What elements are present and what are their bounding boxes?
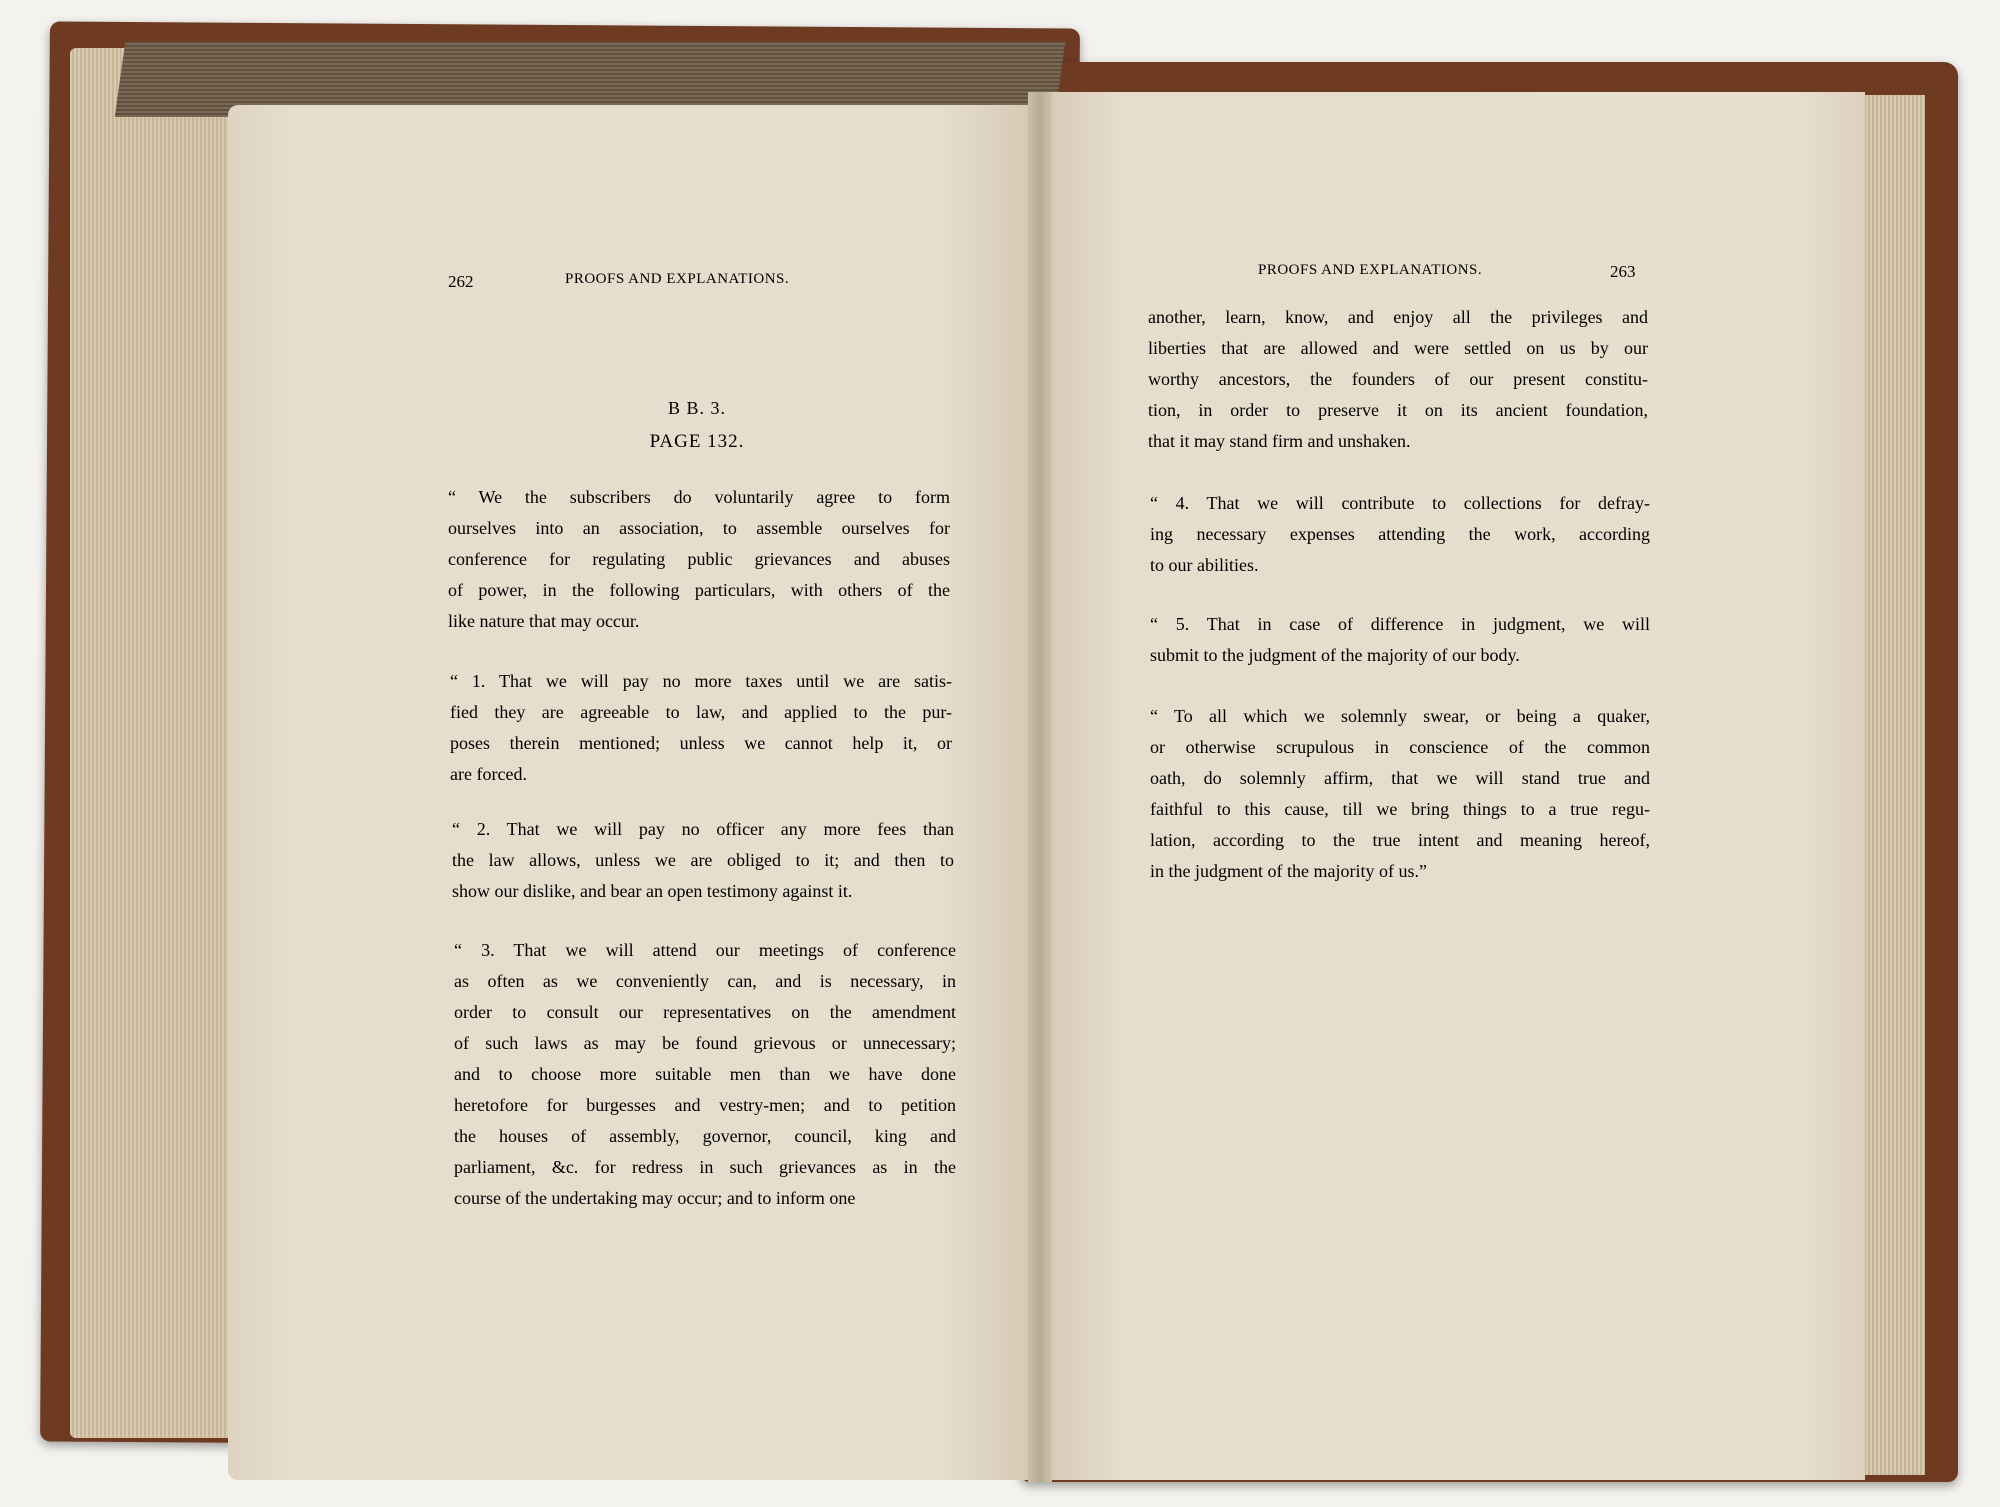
left-paragraph-line: “ 2. That we will pay no officer any more fees than [452,819,954,839]
section-heading: B B. 3. [667,398,726,418]
left-paragraph-line: and to choose more suitable men than we have done [454,1064,956,1084]
left-paragraph-preamble [448,482,950,637]
right-paragraph-line: another, learn, know, and enjoy all the privileges and [1148,307,1648,327]
right-paragraph-line: “ To all which we solemnly swear, or being a quaker, [1150,706,1650,726]
left-paragraph-line: fied they are agreeable to law, and applied to the pur- [450,702,952,722]
right-paragraph-line: to our abilities. [1150,555,1259,575]
right-paragraph-line: liberties that are allowed and were settled on us by our [1148,338,1648,358]
book-gutter [1028,92,1052,1482]
right-paragraph-line: lation, according to the true intent and meaning hereof, [1150,830,1650,850]
right-running-head: PROOFS AND EXPLANATIONS. [1258,262,1483,278]
left-page [228,105,1038,1480]
right-paragraph-line: submit to the judgment of the majority of our body. [1150,645,1520,665]
left-paragraph-item-2 [452,814,954,907]
right-paragraph-line: “ 5. That in case of difference in judgment, we will [1150,614,1650,634]
right-paragraph-line: or otherwise scrupulous in conscience of the common [1150,737,1650,757]
right-page-number: 263 [1610,262,1636,281]
left-paragraph-item-1 [450,666,952,790]
left-paragraph-line: order to consult our representatives on the amendment [454,1002,956,1022]
left-paragraph-line: as often as we conveniently can, and is necessary, in [454,971,956,991]
right-paragraph-line: faithful to this cause, till we bring things to a true regu- [1150,799,1650,819]
right-paragraph-item-4 [1150,488,1650,581]
left-paragraph-line: “ We the subscribers do voluntarily agree to form [448,487,950,507]
left-paragraph-line: heretofore for burgesses and vestry-men; and to petition [454,1095,956,1115]
left-paragraph-line: “ 1. That we will pay no more taxes until we are satis- [450,671,952,691]
right-paragraph-line: tion, in order to preserve it on its ancient foundation, [1148,400,1648,420]
right-paragraph-line: worthy ancestors, the founders of our present constitu- [1148,369,1648,389]
right-paragraph-line: “ 4. That we will contribute to collections for defray- [1150,493,1650,513]
left-paragraph-line: are forced. [450,764,527,784]
left-paragraph-line: poses therein mentioned; unless we cannot help it, or [450,733,952,753]
left-paragraph-line: “ 3. That we will attend our meetings of conference [454,940,956,960]
left-page-number: 262 [448,272,474,291]
left-paragraph-line: show our dislike, and bear an open testimony against it. [452,881,853,901]
right-paragraph-oath [1150,701,1650,887]
right-paragraph-line: that it may stand firm and unshaken. [1148,431,1411,451]
left-paragraph-line: course of the undertaking may occur; and to inform one [454,1188,856,1208]
left-page-edges [70,48,230,1438]
page-reference-heading: PAGE 132. [649,431,745,452]
left-running-head: PROOFS AND EXPLANATIONS. [565,271,790,287]
left-paragraph-line: of power, in the following particulars, with others of the [448,580,950,600]
left-paragraph-item-3 [454,935,956,1214]
right-paragraph-item-5 [1150,609,1650,671]
right-paragraph-continuation [1148,302,1648,457]
left-paragraph-line: like nature that may occur. [448,611,640,631]
right-paragraph-line: ing necessary expenses attending the work, according [1150,524,1650,544]
left-paragraph-line: the law allows, unless we are obliged to it; and then to [452,850,954,870]
left-paragraph-line: the houses of assembly, governor, council, king and [454,1126,956,1146]
left-paragraph-line: conference for regulating public grievances and abuses [448,549,950,569]
left-paragraph-line: parliament, &c. for redress in such grievances as in the [454,1157,956,1177]
right-paragraph-line: in the judgment of the majority of us.” [1150,861,1427,881]
left-paragraph-line: ourselves into an association, to assemble ourselves for [448,518,950,538]
left-paragraph-line: of such laws as may be found grievous or unnecessary; [454,1033,956,1053]
right-paragraph-line: oath, do solemnly affirm, that we will stand true and [1150,768,1650,788]
